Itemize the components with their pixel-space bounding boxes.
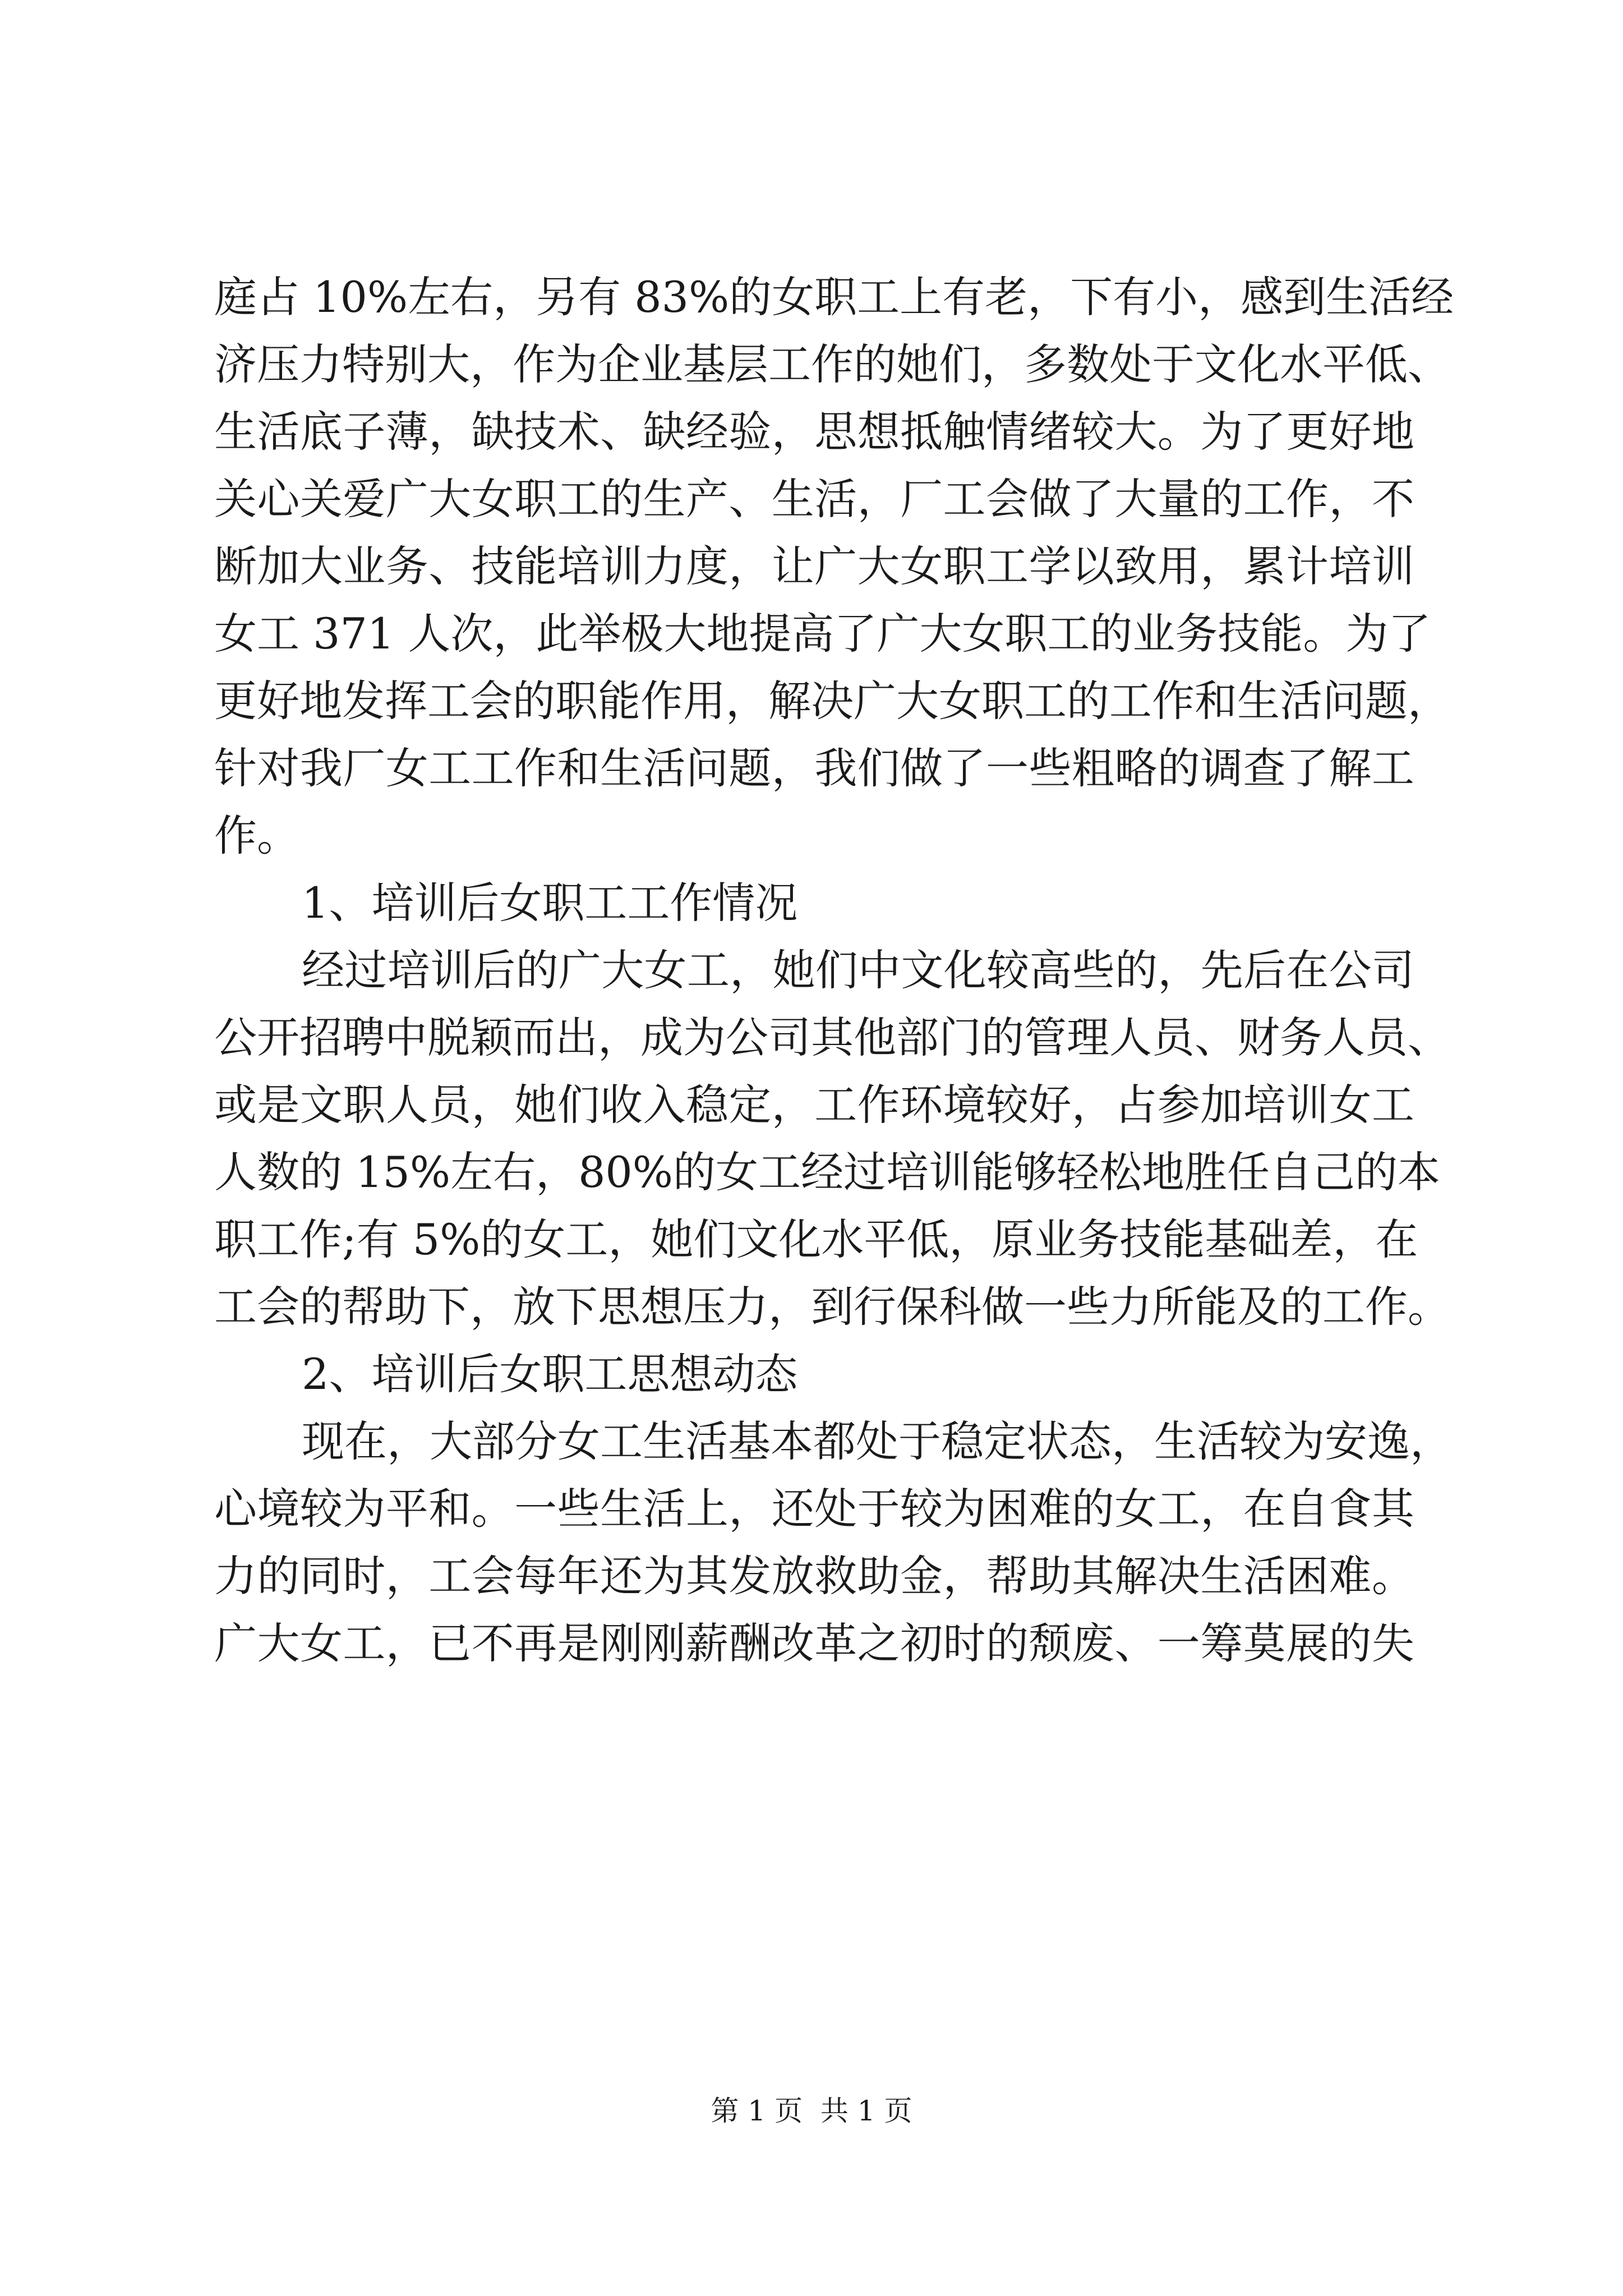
body-line: 现在，大部分女工生活基本都处于稳定状态，生活较为安逸，	[302, 1416, 1453, 1466]
body-line: 人数的 15%左右，80%的女工经过培训能够轻松地胜任自己的本	[214, 1147, 1441, 1197]
body-line: 针对我厂女工工作和生活问题，我们做了一些粗略的调查了解工	[214, 743, 1414, 793]
body-line: 庭占 10%左右，另有 83%的女职工上有老，下有小，感到生活经	[214, 272, 1454, 322]
body-line: 关心关爱广大女职工的生产、生活，厂工会做了大量的工作，不	[214, 474, 1414, 524]
body-line: 女工 371 人次，此举极大地提高了广大女职工的业务技能。为了	[214, 609, 1431, 659]
body-line: 更好地发挥工会的职能作用，解决广大女职工的工作和生活问题，	[214, 676, 1450, 726]
body-line: 职工作;有 5%的女工，她们文化水平低，原业务技能基础差，在	[214, 1214, 1418, 1264]
body-line: 断加大业务、技能培训力度，让广大女职工学以致用，累计培训	[214, 541, 1414, 591]
body-line: 工会的帮助下，放下思想压力，到行保科做一些力所能及的工作。	[214, 1282, 1450, 1332]
page-footer: 第 1 页 共 1 页	[711, 2095, 912, 2127]
body-line: 广大女工，已不再是刚刚薪酬改革之初时的颓废、一筹莫展的失	[214, 1618, 1414, 1668]
body-line: 济压力特别大，作为企业基层工作的她们，多数处于文化水平低、	[214, 339, 1450, 389]
body-line: 作。	[214, 811, 299, 861]
document-body	[214, 264, 1454, 1677]
body-line: 力的同时，工会每年还为其发放救助金，帮助其解决生活困难。	[214, 1551, 1414, 1601]
body-line: 经过培训后的广大女工，她们中文化较高些的，先后在公司	[302, 945, 1414, 995]
section-heading: 2、培训后女职工思想动态	[302, 1349, 798, 1399]
section-heading: 1、培训后女职工工作情况	[302, 878, 798, 928]
body-line: 生活底子薄，缺技术、缺经验，思想抵触情绪较大。为了更好地	[214, 407, 1414, 457]
body-line: 公开招聘中脱颖而出，成为公司其他部门的管理人员、财务人员、	[214, 1013, 1450, 1062]
body-line: 心境较为平和。一些生活上，还处于较为困难的女工，在自食其	[214, 1484, 1414, 1534]
body-line: 或是文职人员，她们收入稳定，工作环境较好，占参加培训女工	[214, 1080, 1414, 1130]
